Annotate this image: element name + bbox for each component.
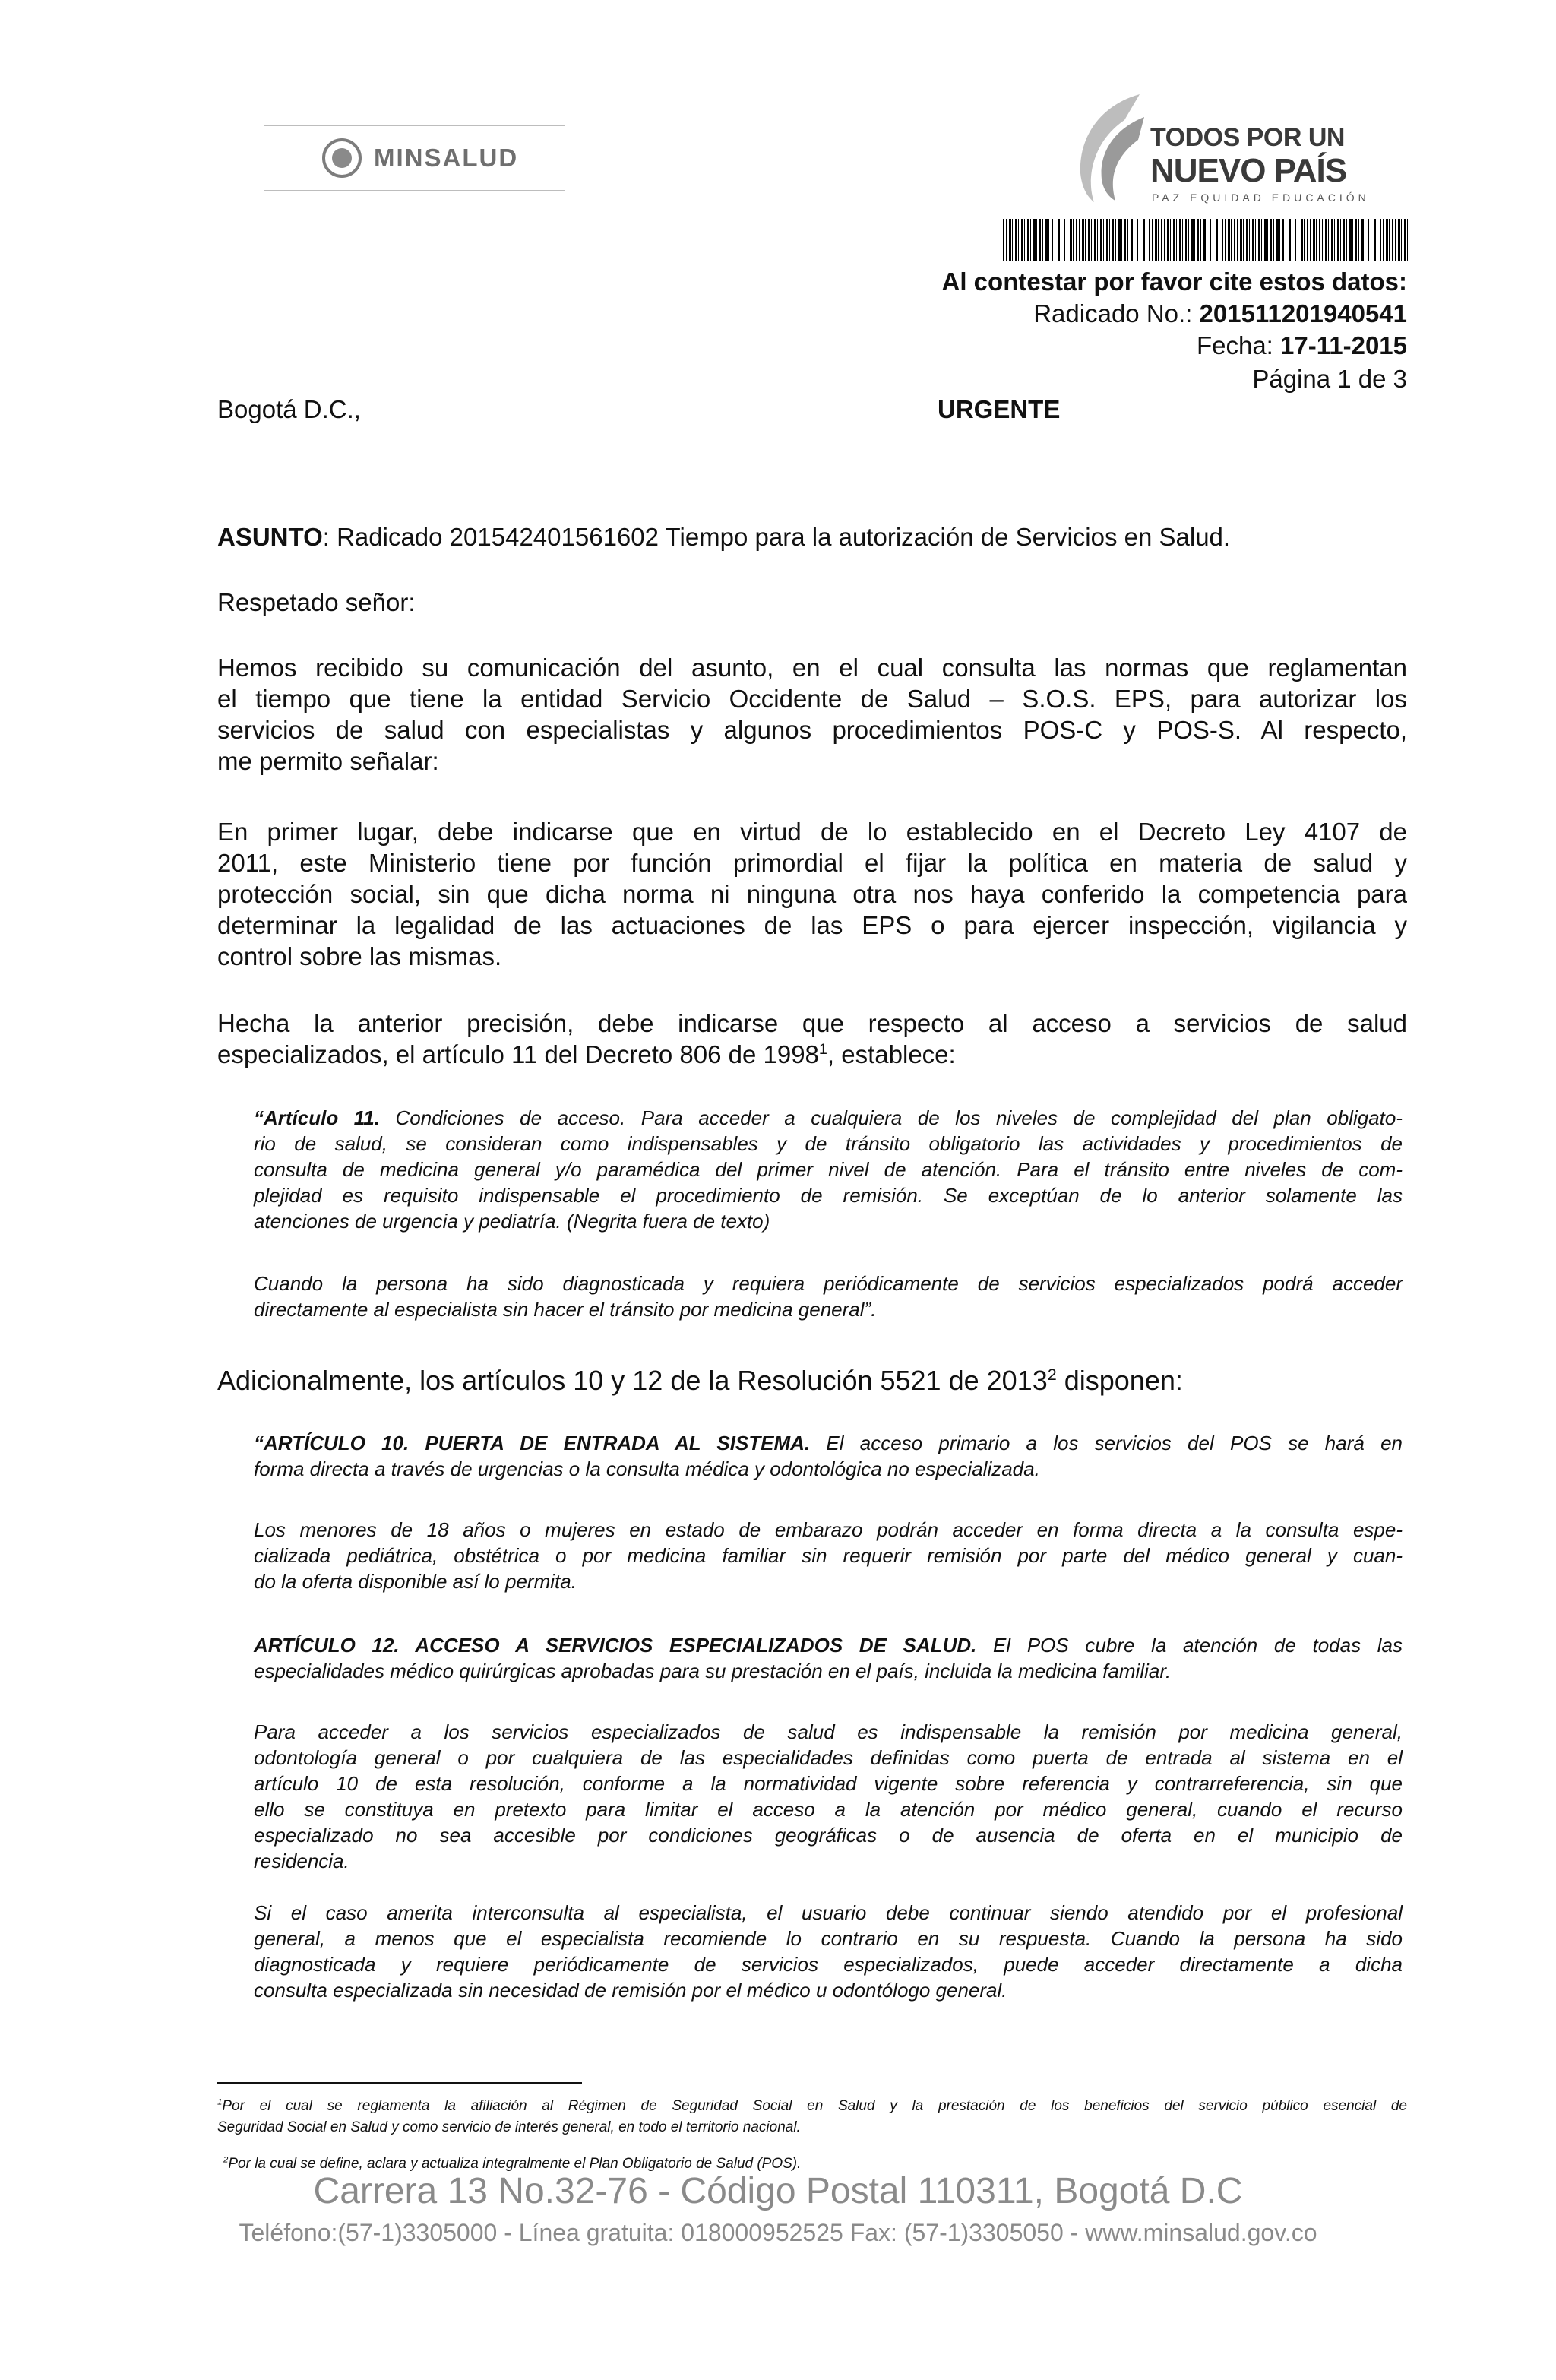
radicado-label: Radicado No.: — [1033, 299, 1193, 328]
quote-line — [254, 1430, 1403, 1456]
quote-line: Si el caso amerita interconsulta al especialista, el usuario debe continuar siendo atendido por el profesional — [254, 1901, 1403, 1924]
paragraph-line: 2011, este Ministerio tiene por función primordial el fijar la política en materia de salud y — [217, 849, 1407, 877]
quote-line: general, a menos que el especialista recomiende lo contrario en su respuesta. Cuando la persona ha sido — [254, 1927, 1403, 1950]
slogan-line-3: PAZ EQUIDAD EDUCACIÓN — [1152, 191, 1370, 204]
barcode — [1003, 219, 1409, 261]
footnote-line: Seguridad Social en Salud y como servicio de interés general, en todo el territorio nacional. — [217, 2119, 801, 2135]
quote-line: especialidades médico quirúrgicas aprobadas para su prestación en el país, incluida la medicina familiar. — [254, 1660, 1172, 1682]
quote-line: Para acceder a los servicios especializados de salud es indispensable la remisión por medicina general, — [254, 1720, 1403, 1743]
footnote-number: 1 — [217, 2097, 223, 2107]
paragraph-line: protección social, sin que dicha norma ni ninguna otra nos haya conferido la competencia para — [217, 880, 1407, 908]
quote-line: cializada pediátrica, obstétrica o por medicina familiar sin requerir remisión por parte del médico general y cuan- — [254, 1544, 1403, 1567]
footer-address: Carrera 13 No.32-76 - Código Postal 110311, Bogotá D.C — [313, 2171, 1243, 2211]
salutation: Respetado señor: — [217, 588, 416, 616]
subject-text: : Radicado 201542401561602 Tiempo para la autorización de Servicios en Salud. — [322, 523, 1231, 551]
quote-article-12-referral — [254, 1719, 1403, 1874]
quote-article-12 — [254, 1632, 1403, 1684]
city: Bogotá D.C., — [217, 395, 361, 423]
date-value: 17-11-2015 — [1280, 331, 1407, 359]
quote-line: ello se constituya en pretexto para limitar el acceso a la atención por médico general, cuando el recurso — [254, 1798, 1403, 1821]
footnote-ref-1: 1 — [818, 1041, 827, 1058]
quote-line: directamente al especialista sin hacer el tránsito por medicina general”. — [254, 1298, 877, 1321]
quote-heading: “Artículo 11. — [254, 1106, 380, 1129]
radicado-value: 201511201940541 — [1199, 299, 1407, 328]
paragraph-line: Hecha la anterior precisión, debe indicarse que respecto al acceso a servicios de salud — [217, 1009, 1407, 1037]
paragraph-line: el tiempo que tiene la entidad Servicio Occidente de Salud – S.O.S. EPS, para autorizar los — [217, 685, 1407, 713]
footnote-1 — [217, 2096, 1407, 2138]
quote-line: odontología general o por cualquiera de las especialidades definidas como puerta de entrada al sistema en el — [254, 1746, 1403, 1769]
quote-line: residencia. — [254, 1850, 349, 1872]
quote-heading: ARTÍCULO 12. ACCESO A SERVICIOS ESPECIALIZADOS DE SALUD. — [254, 1634, 977, 1657]
quote-line: consulta especializada sin necesidad de remisión por el médico u odontólogo general. — [254, 1979, 1007, 2002]
logo-rule-top — [264, 125, 565, 126]
quote-line: Los menores de 18 años o mujeres en estado de embarazo podrán acceder en forma directa a la consulta espe- — [254, 1518, 1403, 1541]
slogan-line-2: NUEVO PAÍS — [1150, 152, 1347, 189]
paragraph-1 — [217, 652, 1407, 777]
quote-line: consulta de medicina general y/o paramédica del primer nivel de atención. Para el tránsito entre niveles de com- — [254, 1158, 1403, 1181]
quote-text: Condiciones de acceso. Para acceder a cualquiera de los niveles de complejidad del plan obligato- — [379, 1106, 1403, 1129]
quote-text: El acceso primario a los servicios del POS se hará en — [810, 1432, 1403, 1454]
minsalud-logo — [322, 138, 518, 178]
paragraph-line: determinar la legalidad de las actuaciones de las EPS o para ejercer inspección, vigilancia y — [217, 911, 1407, 939]
cite-label: Al contestar por favor cite estos datos: — [941, 267, 1407, 296]
footnote-text: Por la cual se define, aclara y actualiza integralmente el Plan Obligatorio de Salud (POS). — [228, 2156, 802, 2172]
footnote-rule — [217, 2082, 582, 2084]
logo-rule-bottom — [264, 190, 565, 191]
paragraph-4 — [217, 1365, 1183, 1397]
footnote-ref-2: 2 — [1047, 1365, 1057, 1384]
coat-of-arms-icon — [322, 138, 362, 178]
quote-text: El POS cubre la atención de todas las — [976, 1634, 1403, 1657]
quote-line — [254, 1632, 1403, 1658]
paragraph-text: , establece: — [827, 1040, 956, 1068]
quote-article-11-continued — [254, 1271, 1403, 1322]
quote-article-11 — [254, 1105, 1403, 1234]
quote-line: atenciones de urgencia y pediatría. (Negrita fuera de texto) — [254, 1210, 770, 1233]
paragraph-line: me permito señalar: — [217, 747, 439, 775]
quote-line: artículo 10 de esta resolución, conforme a la normatividad vigente sobre referencia y contrarreferencia, sin que — [254, 1772, 1403, 1795]
quote-line: forma directa a través de urgencias o la consulta médica y odontológica no especializada. — [254, 1457, 1040, 1480]
paragraph-line: servicios de salud con especialistas y algunos procedimientos POS-C y POS-S. Al respecto, — [217, 716, 1407, 744]
quote-line: Cuando la persona ha sido diagnosticada y requiera periódicamente de servicios especializados podrá acceder — [254, 1272, 1403, 1295]
radicado-number — [1033, 299, 1407, 328]
slogan-logo — [1071, 90, 1428, 211]
footnote-line — [217, 2096, 1407, 2117]
minsalud-logo-text: MINSALUD — [374, 144, 519, 172]
paragraph-line: Hemos recibido su comunicación del asunto, en el cual consulta las normas que reglamentan — [217, 654, 1407, 682]
paragraph-line: control sobre las mismas. — [217, 942, 502, 970]
slogan-swoosh-icon — [1071, 90, 1147, 204]
quote-article-10-minors — [254, 1517, 1403, 1594]
quote-line: diagnosticada y requiere periódicamente de servicios especializados, puede acceder directamente a dicha — [254, 1953, 1403, 1976]
paragraph-line: En primer lugar, debe indicarse que en virtud de lo establecido en el Decreto Ley 4107 de — [217, 818, 1407, 846]
quote-heading: “ARTÍCULO 10. PUERTA DE ENTRADA AL SISTEMA. — [254, 1432, 811, 1454]
footnote-number: 2 — [223, 2155, 229, 2165]
paragraph-3 — [217, 1008, 1407, 1070]
quote-line: rio de salud, se consideran como indispensables y de tránsito obligatorio las actividades y procedimientos de — [254, 1132, 1403, 1155]
quote-line: do la oferta disponible así lo permita. — [254, 1570, 577, 1593]
date-label: Fecha: — [1196, 331, 1273, 359]
quote-line: especializado no sea accesible por condiciones geográficas o de ausencia de oferta en el municipio de — [254, 1824, 1403, 1847]
quote-article-10 — [254, 1430, 1403, 1482]
subject-line — [217, 523, 1230, 552]
paragraph-text: especializados, el artículo 11 del Decreto 806 de 1998 — [217, 1040, 819, 1068]
urgent-label: URGENTE — [938, 395, 1061, 423]
subject-label: ASUNTO — [217, 523, 323, 551]
date — [1197, 331, 1407, 360]
paragraph-2 — [217, 816, 1407, 972]
paragraph-line — [217, 1039, 1407, 1070]
footer-contact: Teléfono:(57-1)3305000 - Línea gratuita: 018000952525 Fax: (57-1)3305050 - www.minsalud.gov.co — [239, 2219, 1317, 2246]
quote-line — [254, 1105, 1403, 1131]
quote-line: plejidad es requisito indispensable el procedimiento de remisión. Se exceptúan de lo anterior solamente las — [254, 1184, 1403, 1207]
paragraph-text: Adicionalmente, los artículos 10 y 12 de la Resolución 5521 de 2013 — [217, 1365, 1048, 1396]
footnote-text: Por el cual se reglamenta la afiliación al Régimen de Seguridad Social en Salud y la prestación de los beneficios del servicio público esencial de — [222, 2098, 1407, 2114]
quote-article-12-interconsult — [254, 1900, 1403, 2003]
paragraph-text: disponen: — [1056, 1365, 1183, 1396]
slogan-line-1: TODOS POR UN — [1150, 123, 1345, 152]
page-number: Página 1 de 3 — [1252, 365, 1407, 393]
